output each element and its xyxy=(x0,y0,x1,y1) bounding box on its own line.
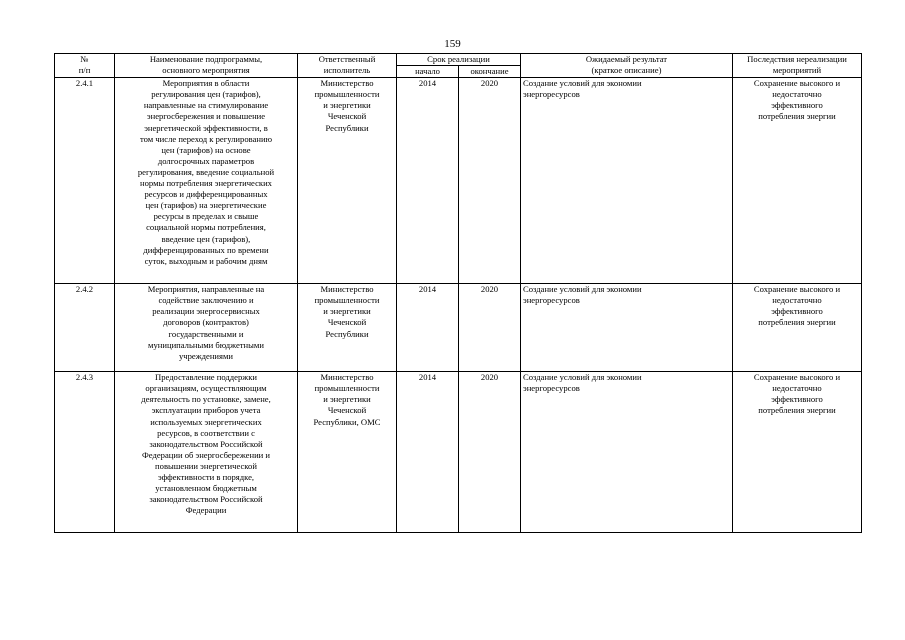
header-result: Ожидаемый результат (краткое описание) xyxy=(521,54,733,78)
row-consequences: Сохранение высокого и недостаточно эффективного потребления энергии xyxy=(733,372,862,533)
header-consequences: Последствия нереализации мероприятий xyxy=(733,54,862,78)
row-name: Предоставление поддержки организациям, осуществляющим деятельность по установке, замене, эксплуатации приборов учета используемых энергетических ресурсов, в соответствии с законодательством Российской Федерации об энергосбережении и повышении энергетической эффективности в порядке, установленном бюджетным законодательством Российской Федерации xyxy=(115,372,298,533)
row-start: 2014 xyxy=(397,78,459,284)
page-number: 159 xyxy=(444,38,461,50)
row-start: 2014 xyxy=(397,284,459,372)
row-responsible: Министерство промышленности и энергетики Чеченской Республики, ОМС xyxy=(298,372,397,533)
row-num: 2.4.1 xyxy=(55,78,115,284)
row-name: Мероприятия в области регулирования цен (тарифов), направленные на стимулирование энергосбережения и повышение энергетической эффективности, в том числе переход к регулированию цен (тарифов) на основе долгосрочных параметров регулирования, введение социальной нормы потребления энергетических ресурсов и дифференцированных цен (тарифов) на энергетические ресурсы в пределах и свыше социальной нормы потребления, введение цен (тарифов), дифференцированных по времени суток, выходным и рабочим дням xyxy=(115,78,298,284)
header-period: Срок реализации xyxy=(397,54,521,66)
row-num: 2.4.2 xyxy=(55,284,115,372)
row-end: 2020 xyxy=(459,78,521,284)
table-row xyxy=(55,284,862,372)
row-consequences: Сохранение высокого и недостаточно эффективного потребления энергии xyxy=(733,284,862,372)
header-responsible: Ответственный исполнитель xyxy=(298,54,397,78)
row-name: Мероприятия, направленные на содействие заключению и реализации энергосервисных договоров (контрактов) государственными и муниципальными бюджетными учреждениями xyxy=(115,284,298,372)
row-responsible: Министерство промышленности и энергетики Чеченской Республики xyxy=(298,284,397,372)
program-measures-table xyxy=(54,53,862,533)
row-consequences: Сохранение высокого и недостаточно эффективного потребления энергии xyxy=(733,78,862,284)
row-result: Создание условий для экономии энергоресурсов xyxy=(521,78,733,284)
header-num: № п/п xyxy=(55,54,115,78)
header-name: Наименование подпрограммы, основного мероприятия xyxy=(115,54,298,78)
row-result: Создание условий для экономии энергоресурсов xyxy=(521,372,733,533)
row-end: 2020 xyxy=(459,372,521,533)
row-start: 2014 xyxy=(397,372,459,533)
header-start: начало xyxy=(397,66,459,78)
row-result: Создание условий для экономии энергоресурсов xyxy=(521,284,733,372)
table-row xyxy=(55,372,862,533)
row-num: 2.4.3 xyxy=(55,372,115,533)
row-end: 2020 xyxy=(459,284,521,372)
header-end: окончание xyxy=(459,66,521,78)
table-row xyxy=(55,78,862,284)
row-responsible: Министерство промышленности и энергетики Чеченской Республики xyxy=(298,78,397,284)
